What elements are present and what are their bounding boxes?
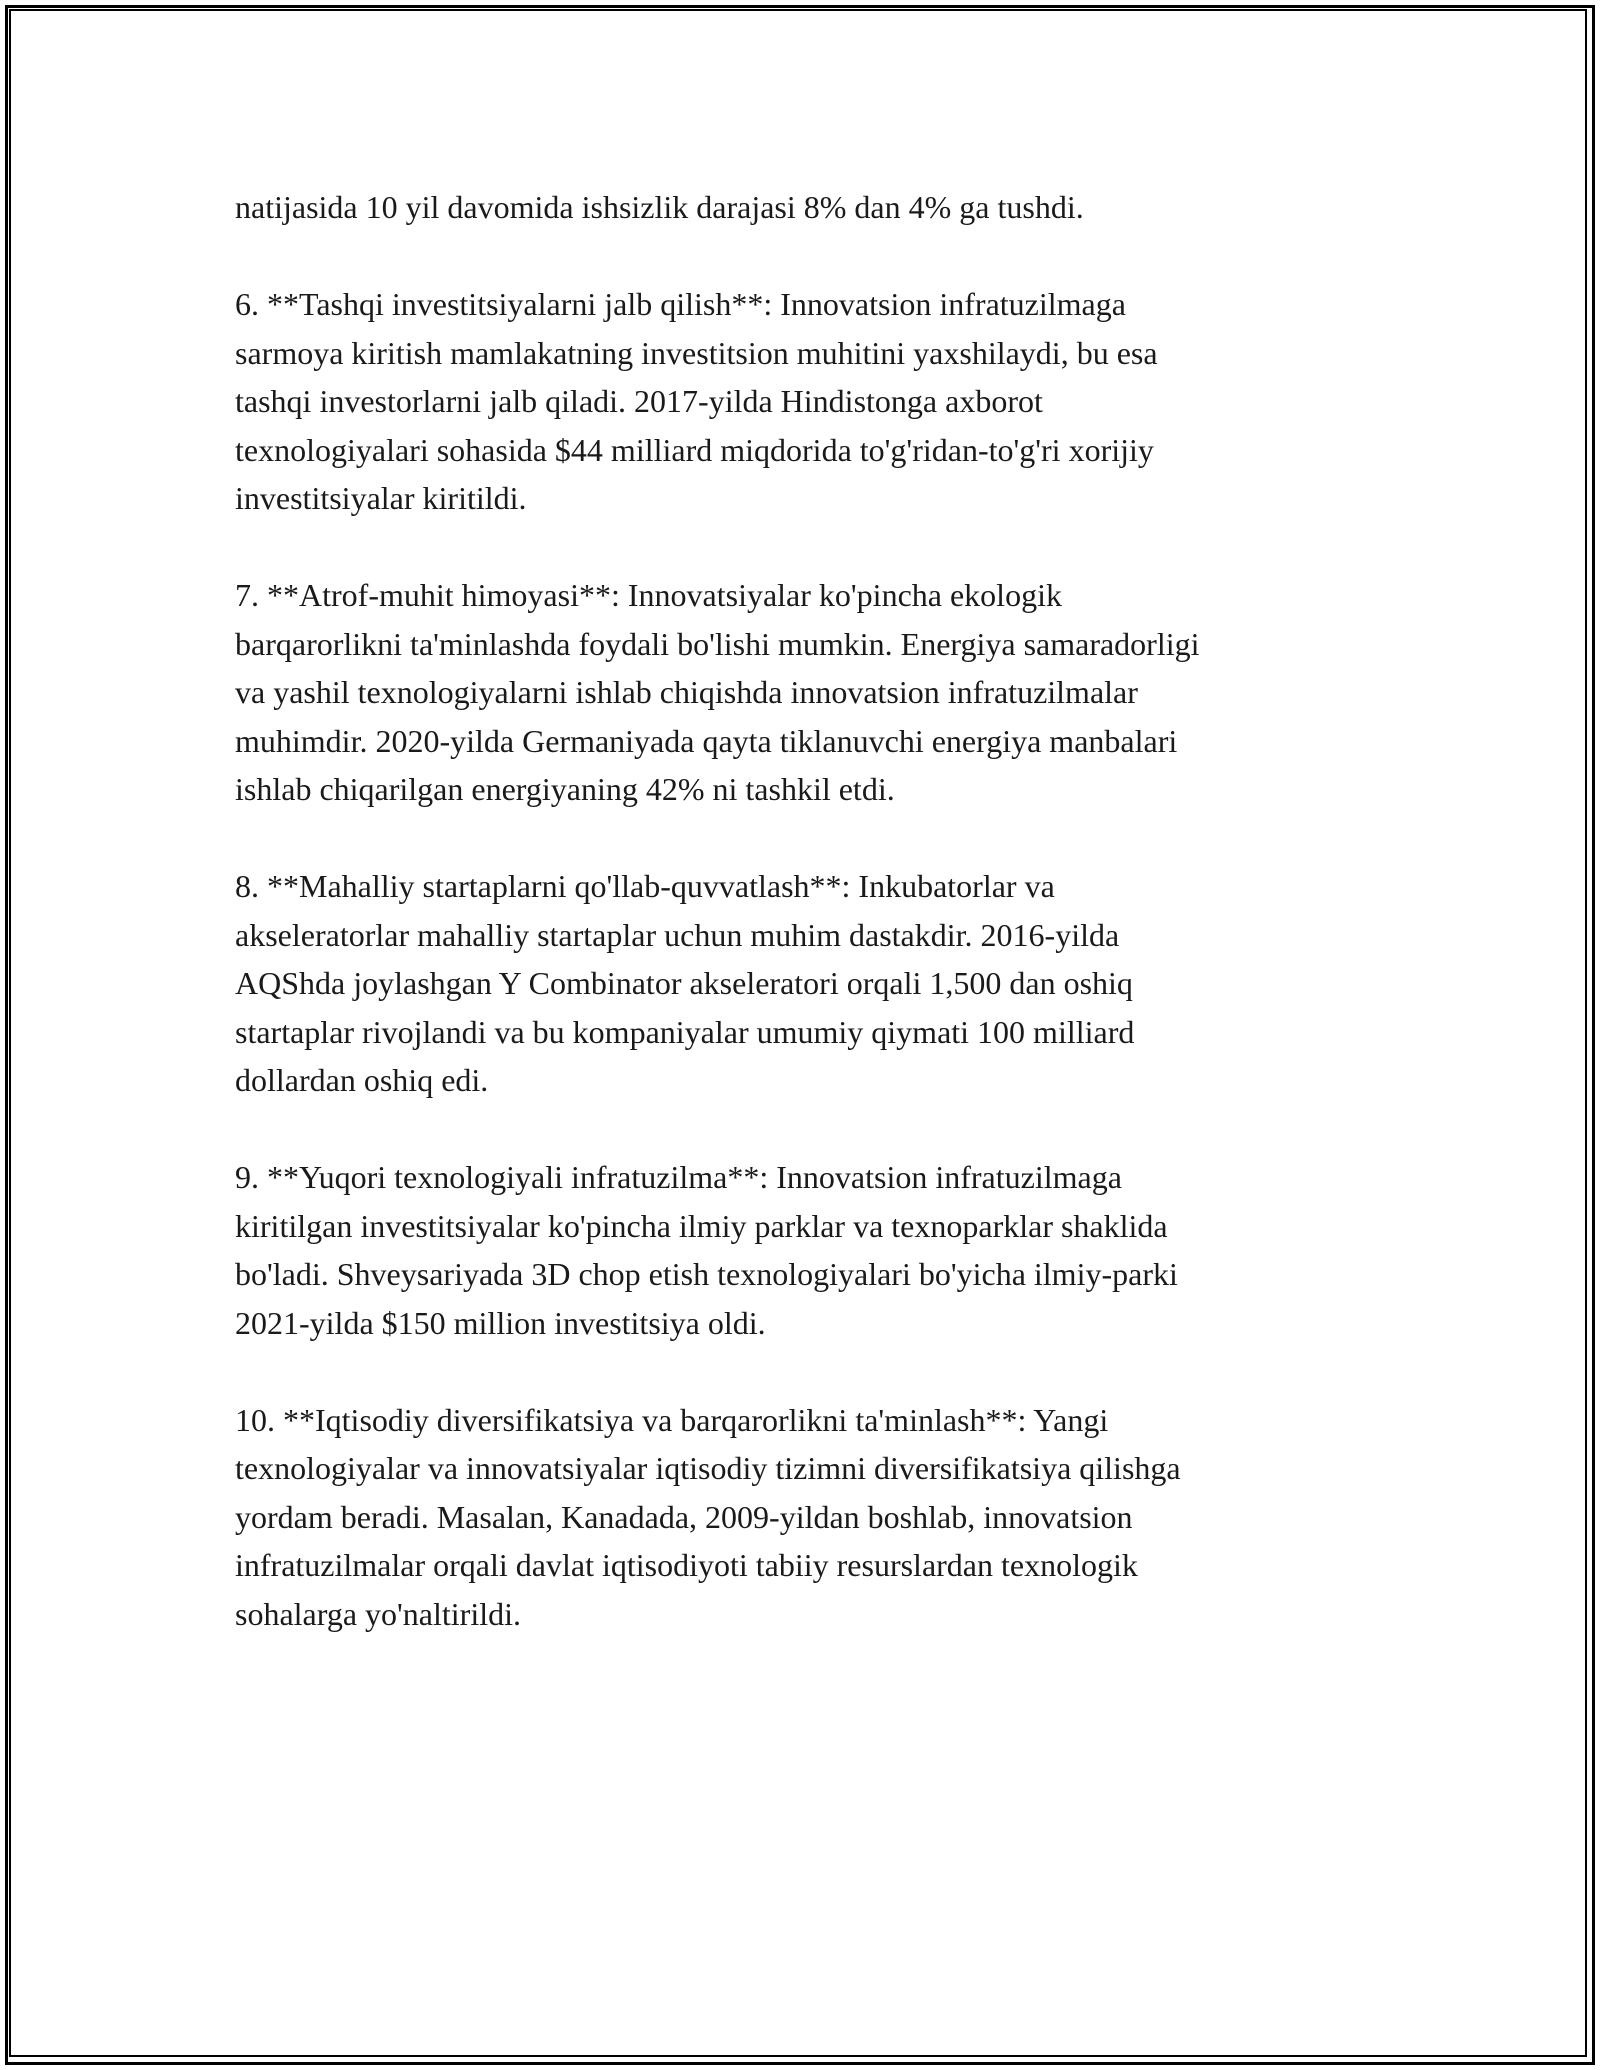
paragraph-item-7: 7. **Atrof-muhit himoyasi**: Innovatsiyalar ko'pincha ekologik barqarorlikni ta'minlashda foydali bo'lishi mumkin. Energiya samaradorligi va yashil texnologiyalarni ishlab chiqishda innovatsion infratuzilmalar muhimdir. 2020-yilda Germaniyada qayta tiklanuvchi energiya manbalari ishlab chiqarilgan energiyaning 42% ni tashkil etdi. [235, 577, 1200, 807]
paragraph-continuation: natijasida 10 yil davomida ishsizlik darajasi 8% dan 4% ga tushdi. [235, 189, 1084, 225]
document-body [235, 183, 1360, 1687]
paragraph-item-10: 10. **Iqtisodiy diversifikatsiya va barqarorlikni ta'minlash**: Yangi texnologiyalar va innovatsiyalar iqtisodiy tizimni diversifikatsiya qilishga yordam beradi. Masalan, Kanadada, 2009-yildan boshlab, innovatsion infratuzilmalar orqali davlat iqtisodiyoti tabiiy resurslardan texnologik sohalarga yo'naltirildi. [235, 1401, 1181, 1632]
paragraph-item-8: 8. **Mahalliy startaplarni qo'llab-quvvatlash**: Inkubatorlar va akseleratorlar mahalliy startaplar uchun muhim dastakdir. 2016-yilda AQShda joylashgan Y Combinator akseleratori orqali 1,500 dan oshiq startaplar rivojlandi va bu kompaniyalar umumiy qiymati 100 milliard dollardan oshiq edi. [235, 868, 1135, 1098]
paragraph-item-9: 9. **Yuqori texnologiyali infratuzilma**: Innovatsion infratuzilmaga kiritilgan investitsiyalar ko'pincha ilmiy parklar va texnoparklar shaklida bo'ladi. Shveysariyada 3D chop etish texnologiyalari bo'yicha ilmiy-parki 2021-yilda $150 million investitsiya oldi. [235, 1159, 1178, 1341]
paragraph-item-6: 6. **Tashqi investitsiyalarni jalb qilish**: Innovatsion infratuzilmaga sarmoya kiritish mamlakatning investitsion muhitini yaxshilaydi, bu esa tashqi investorlarni jalb qiladi. 2017-yilda Hindistonga axborot texnologiyalari sohasida $44 milliard miqdorida to'g'ridan-to'g'ri xorijiy investitsiyalar kiritildi. [235, 286, 1158, 516]
